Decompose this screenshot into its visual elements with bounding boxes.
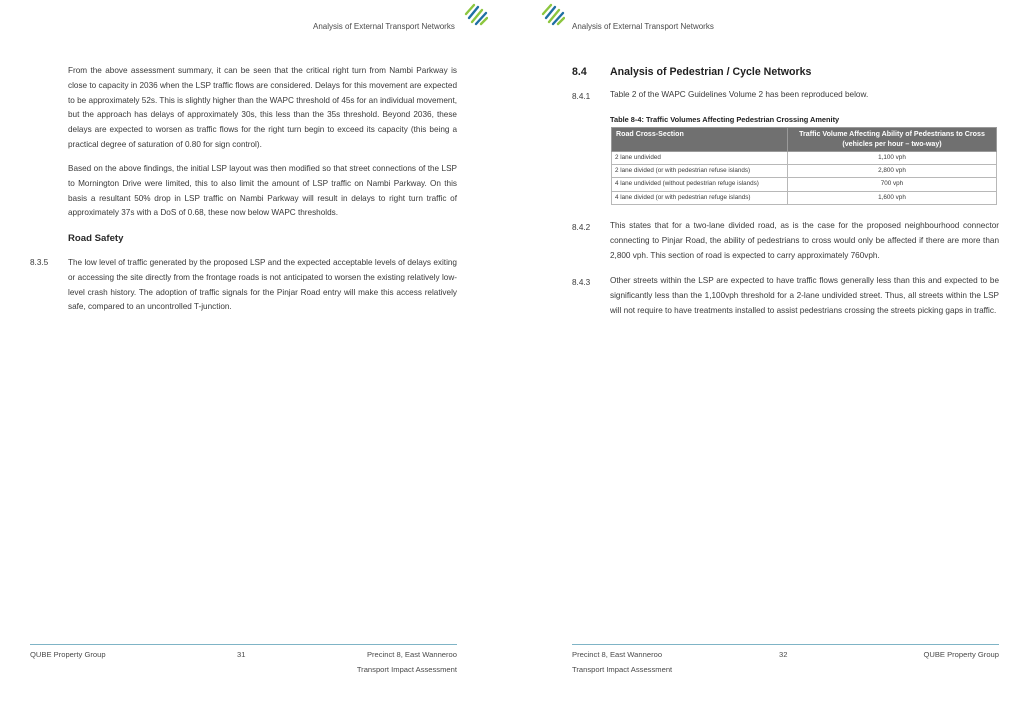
paragraph-other-streets: Other streets within the LSP are expected to have traffic flows generally less than this and expected to be significantly less than the 1,100vph threshold for a 2-lane undivided street. Thus, all streets within the LSP will not require to have treatments installed to assist pedestrians crossing the streets picking gaps in traffic. [610, 276, 999, 315]
section-number: 8.3.5 [30, 258, 49, 267]
paragraph-delay-summary: From the above assessment summary, it can be seen that the critical right turn from Nambi Parkway is close to capacity in 2036 when the LSP traffic flows are considered. Delays for this movement are expected to be approximately 52s. This is slightly higher than the WAPC threshold of 45s for an individual movement, but the approach has delays of approximately 30s, this less than the 35s threshold. Beyond 2036, these delays are expected to worsen as traffic flows for the right turn begin to exceed its capacity (this being a practical degree of saturation of 0.80 for sign control). [68, 66, 457, 149]
footer-rule [572, 644, 999, 645]
company-logo-icon [541, 2, 565, 26]
paragraph-two-lane-road: This states that for a two-lane divided road, as is the case for the proposed neighbourhood connector connecting to Pinjar Road, the ability of pedestrians to cross would only be affected if there are more than 2,800 vph. This section of road is expected to carry approximately 760vph. [610, 221, 999, 260]
paragraph-number: 8.4.2 [572, 223, 591, 232]
table-cell: 4 lane divided (or with pedestrian refuge islands) [612, 191, 788, 204]
page-number: 31 [237, 650, 246, 659]
footer-company: QUBE Property Group [30, 650, 106, 659]
running-header: Analysis of External Transport Networks [313, 22, 455, 31]
paragraph-number: 8.4.1 [572, 92, 591, 101]
company-logo-icon [464, 2, 488, 26]
paragraph-road-safety: The low level of traffic generated by the proposed LSP and the expected acceptable levels of delays exiting or accessing the site directly from the frontage roads is not anticipated to worsen the existing relatively low-level crash history. The adoption of traffic signals for the Pinjar Road entry will make this access relatively safe, compared to an uncontrolled T-junction. [68, 258, 457, 312]
footer-company: QUBE Property Group [923, 650, 999, 659]
road-safety-heading: Road Safety [68, 233, 124, 244]
table-row [612, 165, 997, 178]
page-number: 32 [779, 650, 788, 659]
paragraph-number: 8.4.3 [572, 278, 591, 287]
table-header-row [612, 128, 997, 152]
table-row [612, 178, 997, 191]
table-row [612, 191, 997, 204]
table-cell: 2 lane divided (or with pedestrian refuse islands) [612, 165, 788, 178]
running-header: Analysis of External Transport Networks [572, 22, 714, 31]
footer-project: Precinct 8, East Wanneroo [572, 650, 663, 659]
footer-document: Transport Impact Assessment [572, 665, 673, 674]
right-page [515, 0, 1029, 702]
paragraph-table-intro: Table 2 of the WAPC Guidelines Volume 2 has been reproduced below. [610, 90, 869, 99]
footer-document: Transport Impact Assessment [356, 665, 457, 674]
table-cell: 1,100 vph [788, 152, 997, 165]
column-header: Traffic Volume Affecting Ability of Pedestrians to Cross (vehicles per hour – two-way) [788, 128, 997, 152]
column-header: Road Cross-Section [612, 128, 788, 152]
table-cell: 2 lane undivided [612, 152, 788, 165]
paragraph-layout-findings: Based on the above findings, the initial LSP layout was then modified so that street connections of the LSP to Mornington Drive were limited, this to also limit the amount of LSP traffic on Nambi Parkway. On this basis a resultant 50% drop in LSP traffic on Nambi Parkway will result in delays to right turn traffic of approximately 37s with a DoS of 0.68, these now below WAPC thresholds. [68, 164, 457, 218]
left-page [0, 0, 514, 702]
footer-rule [30, 644, 457, 645]
pedestrian-crossing-table [611, 127, 997, 205]
section-title: Analysis of Pedestrian / Cycle Networks [610, 66, 812, 78]
footer-project: Precinct 8, East Wanneroo [366, 650, 457, 659]
table-row [612, 152, 997, 165]
section-number: 8.4 [572, 66, 587, 78]
table-caption: Table 8-4: Traffic Volumes Affecting Pedestrian Crossing Amenity [610, 115, 840, 124]
table-cell: 4 lane undivided (without pedestrian refuge islands) [612, 178, 788, 191]
table-cell: 2,800 vph [788, 165, 997, 178]
table-cell: 700 vph [788, 178, 997, 191]
table-cell: 1,600 vph [788, 191, 997, 204]
